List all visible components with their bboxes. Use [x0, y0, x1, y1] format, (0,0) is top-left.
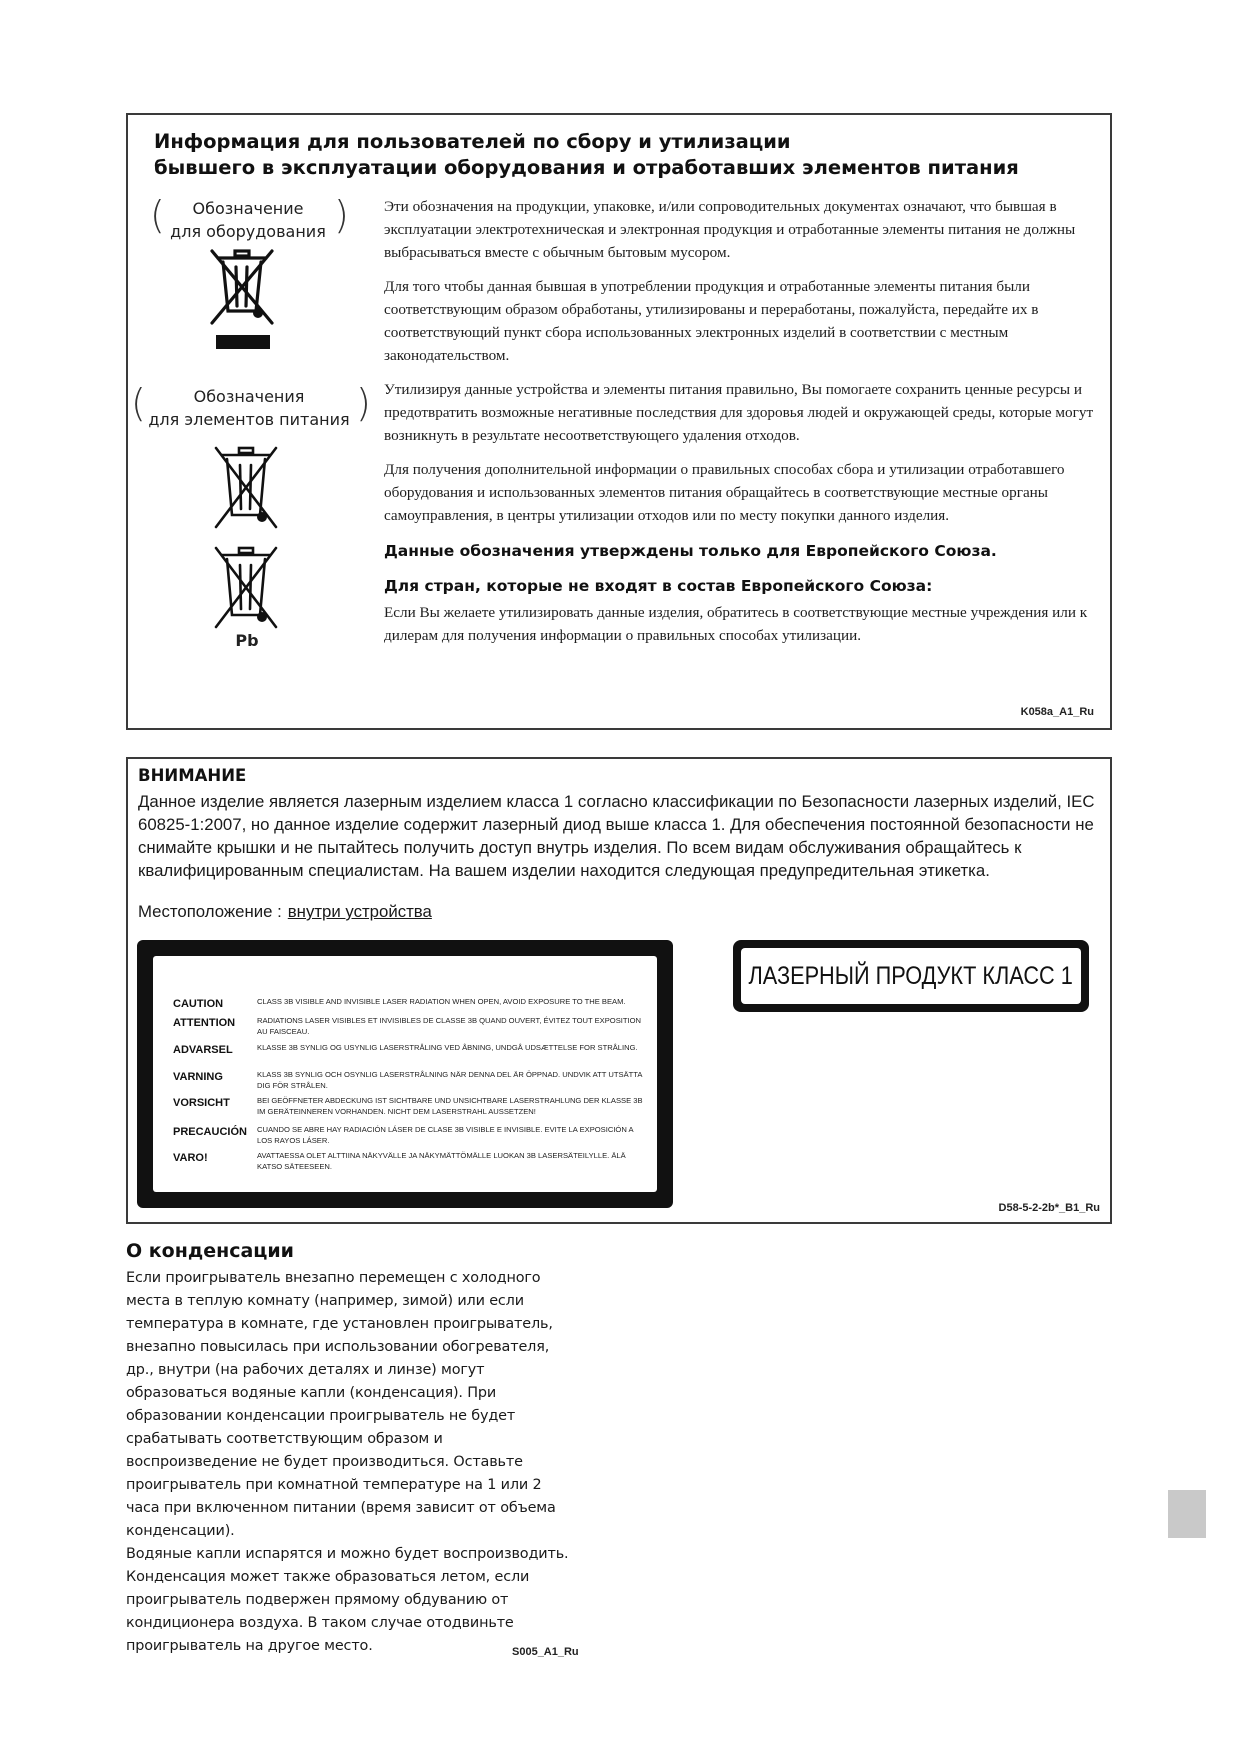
laser-caution-label-inner: [153, 956, 657, 1192]
condensation-body: Если проигрыватель внезапно перемещен с холодного места в теплую комнату (например, зимой) или если температура в комнате, где установлен проигрыватель, внезапно повысилась при использовании обогревателя, др., внутри (на рабочих деталях и линзе) могут образоваться водяные капли (конденсация). При образовании конденсации проигрыватель не будет срабатывать соответствующим образом и воспроизведение не будет производиться. Оставьте проигрыватель при комнатной температуре на 1 или 2 часа при включенном питании (время зависит от объема конденсации). Водяные капли испарятся и можно будет воспроизводить. Конденсация может также образоваться летом, если проигрыватель подвержен прямому обдуванию от кондиционера воздуха. В таком случае отодвиньте проигрыватель на другое место.: [126, 1270, 569, 1654]
paren-right: ): [356, 381, 371, 425]
non-eu-text: Если Вы желаете утилизировать данные изделия, обратитесь в соответствующие местные учреждения или к дилерам для получения информации о правильных способах утилизации.: [384, 604, 1088, 644]
label-row-text: RADIATIONS LASER VISIBLES ET INVISIBLES DE CLASSE 3B QUAND OUVERT, ÉVITEZ TOUT EXPOSITION AU FAISCEAU.: [257, 1016, 642, 1036]
laser-warning-box: [126, 757, 1112, 1224]
label-row-key: CAUTION: [173, 998, 224, 1010]
label-row-key: VARO!: [173, 1152, 208, 1164]
disposal-title: [154, 129, 1094, 181]
label-row-key: VORSICHT: [173, 1097, 230, 1109]
disposal-text-column: [384, 195, 1104, 658]
label-row-key: ADVARSEL: [173, 1044, 233, 1056]
equipment-symbol-caption: Обозначение для оборудования: [170, 199, 326, 241]
location-value: внутри устройства: [287, 902, 432, 921]
disposal-info-box: [126, 113, 1112, 730]
disposal-paragraph: Эти обозначения на продукции, упаковке, и/или сопроводительных документах означают, что бывшая в эксплуатации электротехническая и электронная продукция и отработанные элементы питания не должны выбрасываться вместе с обычным бытовым мусором.: [384, 198, 1076, 261]
label-row-text: KLASS 3B SYNLIG OCH OSYNLIG LASERSTRÅLNING NÄR DENNA DEL ÄR ÖPPNAD. UNDVIK ATT UTSÄTTA DIG FÖR STRÅLEN.: [257, 1070, 642, 1090]
battery-symbol-caption: Обозначения для элементов питания: [148, 387, 350, 429]
label-row-text: CLASS 3B VISIBLE AND INVISIBLE LASER RADIATION WHEN OPEN, AVOID EXPOSURE TO THE BEAM.: [257, 997, 626, 1006]
label-row-text: CUANDO SE ABRE HAY RADIACIÓN LÁSER DE CLASE 3B VISIBLE E INVISIBLE. EVITE LA EXPOSICIÓN A LOS RAYOS LÁSER.: [257, 1125, 634, 1145]
crossed-bin-equipment-icon: [208, 249, 278, 353]
paren-right: ): [334, 193, 349, 237]
class1-label-text: ЛАЗЕРНЫЙ ПРОДУКТ КЛАСС 1: [741, 948, 1081, 1004]
warning-title: ВНИМАНИЕ: [138, 766, 247, 785]
crossed-bin-pb-icon: [212, 545, 282, 631]
non-eu-heading: Для стран, которые не входят в состав Европейского Союза:: [384, 577, 933, 595]
label-row-text: KLASSE 3B SYNLIG OG USYNLIG LASERSTRÅLING VED ÅBNING, UNDGÅ UDSÆTTELSE FOR STRÅLING.: [257, 1043, 638, 1052]
paren-left: (: [131, 381, 146, 425]
label-row-text: BEI GEÖFFNETER ABDECKUNG IST SICHTBARE UND UNSICHTBARE LASERSTRAHLUNG DER KLASSE 3B IM GERÄTEINNEREN VORHANDEN. NICHT DEM LASERSTRAHL AUSSETZEN!: [257, 1096, 643, 1116]
pb-label: Pb: [235, 631, 259, 650]
class1-label: [733, 940, 1089, 1012]
disposal-title-line2: бывшего в эксплуатации оборудования и отработавших элементов питания: [154, 156, 1019, 179]
crossed-bin-battery-icon: [212, 445, 282, 531]
disposal-code: K058a_A1_Ru: [1020, 706, 1094, 718]
location-line: [138, 902, 432, 922]
label-row-key: PRECAUCIÓN: [173, 1126, 247, 1138]
condensation-code: S005_A1_Ru: [512, 1646, 579, 1658]
condensation-title: О конденсации: [126, 1240, 294, 1262]
eu-only-note: Данные обозначения утверждены только для Европейского Союза.: [384, 542, 997, 560]
label-row-text: AVATTAESSA OLET ALTTIINA NÄKYVÄLLE JA NÄKYMÄTTÖMÄLLE LUOKAN 3B LASERSÄTEILYLLE. ÄLÄ KATSO SÄTEESEEN.: [257, 1151, 626, 1171]
location-label: Местоположение :: [138, 902, 282, 921]
warning-code: D58-5-2-2b*_B1_Ru: [998, 1202, 1100, 1214]
page-side-tab: [1168, 1490, 1206, 1538]
label-row-key: VARNING: [173, 1071, 223, 1083]
warning-body: Данное изделие является лазерным изделием класса 1 согласно классификации по Безопасности лазерных изделий, IEC 60825-1:2007, но данное изделие содержит лазерный диод выше класса 1. Для обеспечения постоянной безопасности не снимайте крышки и не пытайтесь получить доступ внутрь изделия. По всем видам обслуживания обращайтесь к квалифицированным специалистам. На вашем изделии находится следующая предупредительная этикетка.: [138, 792, 1095, 880]
disposal-paragraph: Для того чтобы данная бывшая в употреблении продукция и отработанные элементы питания были соответствующим образом обработаны, утилизированы и переработаны, пожалуйста, передайте их в соответствующий пункт сбора использованных электронных изделий в соответствии с местным законодательством.: [384, 278, 1039, 364]
disposal-paragraph: Для получения дополнительной информации о правильных способах сбора и утилизации отработавшего оборудования и использованных элементов питания обращайтесь в соответствующие местные органы самоуправления, в центры утилизации отходов или по месту покупки данного изделия.: [384, 461, 1065, 524]
laser-caution-label: [137, 940, 673, 1208]
disposal-title-line1: Информация для пользователей по сбору и утилизации: [154, 130, 791, 153]
label-row-key: ATTENTION: [173, 1017, 236, 1029]
paren-left: (: [150, 193, 165, 237]
disposal-paragraph: Утилизируя данные устройства и элементы питания правильно, Вы помогаете сохранить ценные ресурсы и предотвратить возможные негативные последствия для здоровья людей и окружающей среды, которые могут возникнуть в результате несоответствующего удаления отходов.: [384, 381, 1094, 444]
